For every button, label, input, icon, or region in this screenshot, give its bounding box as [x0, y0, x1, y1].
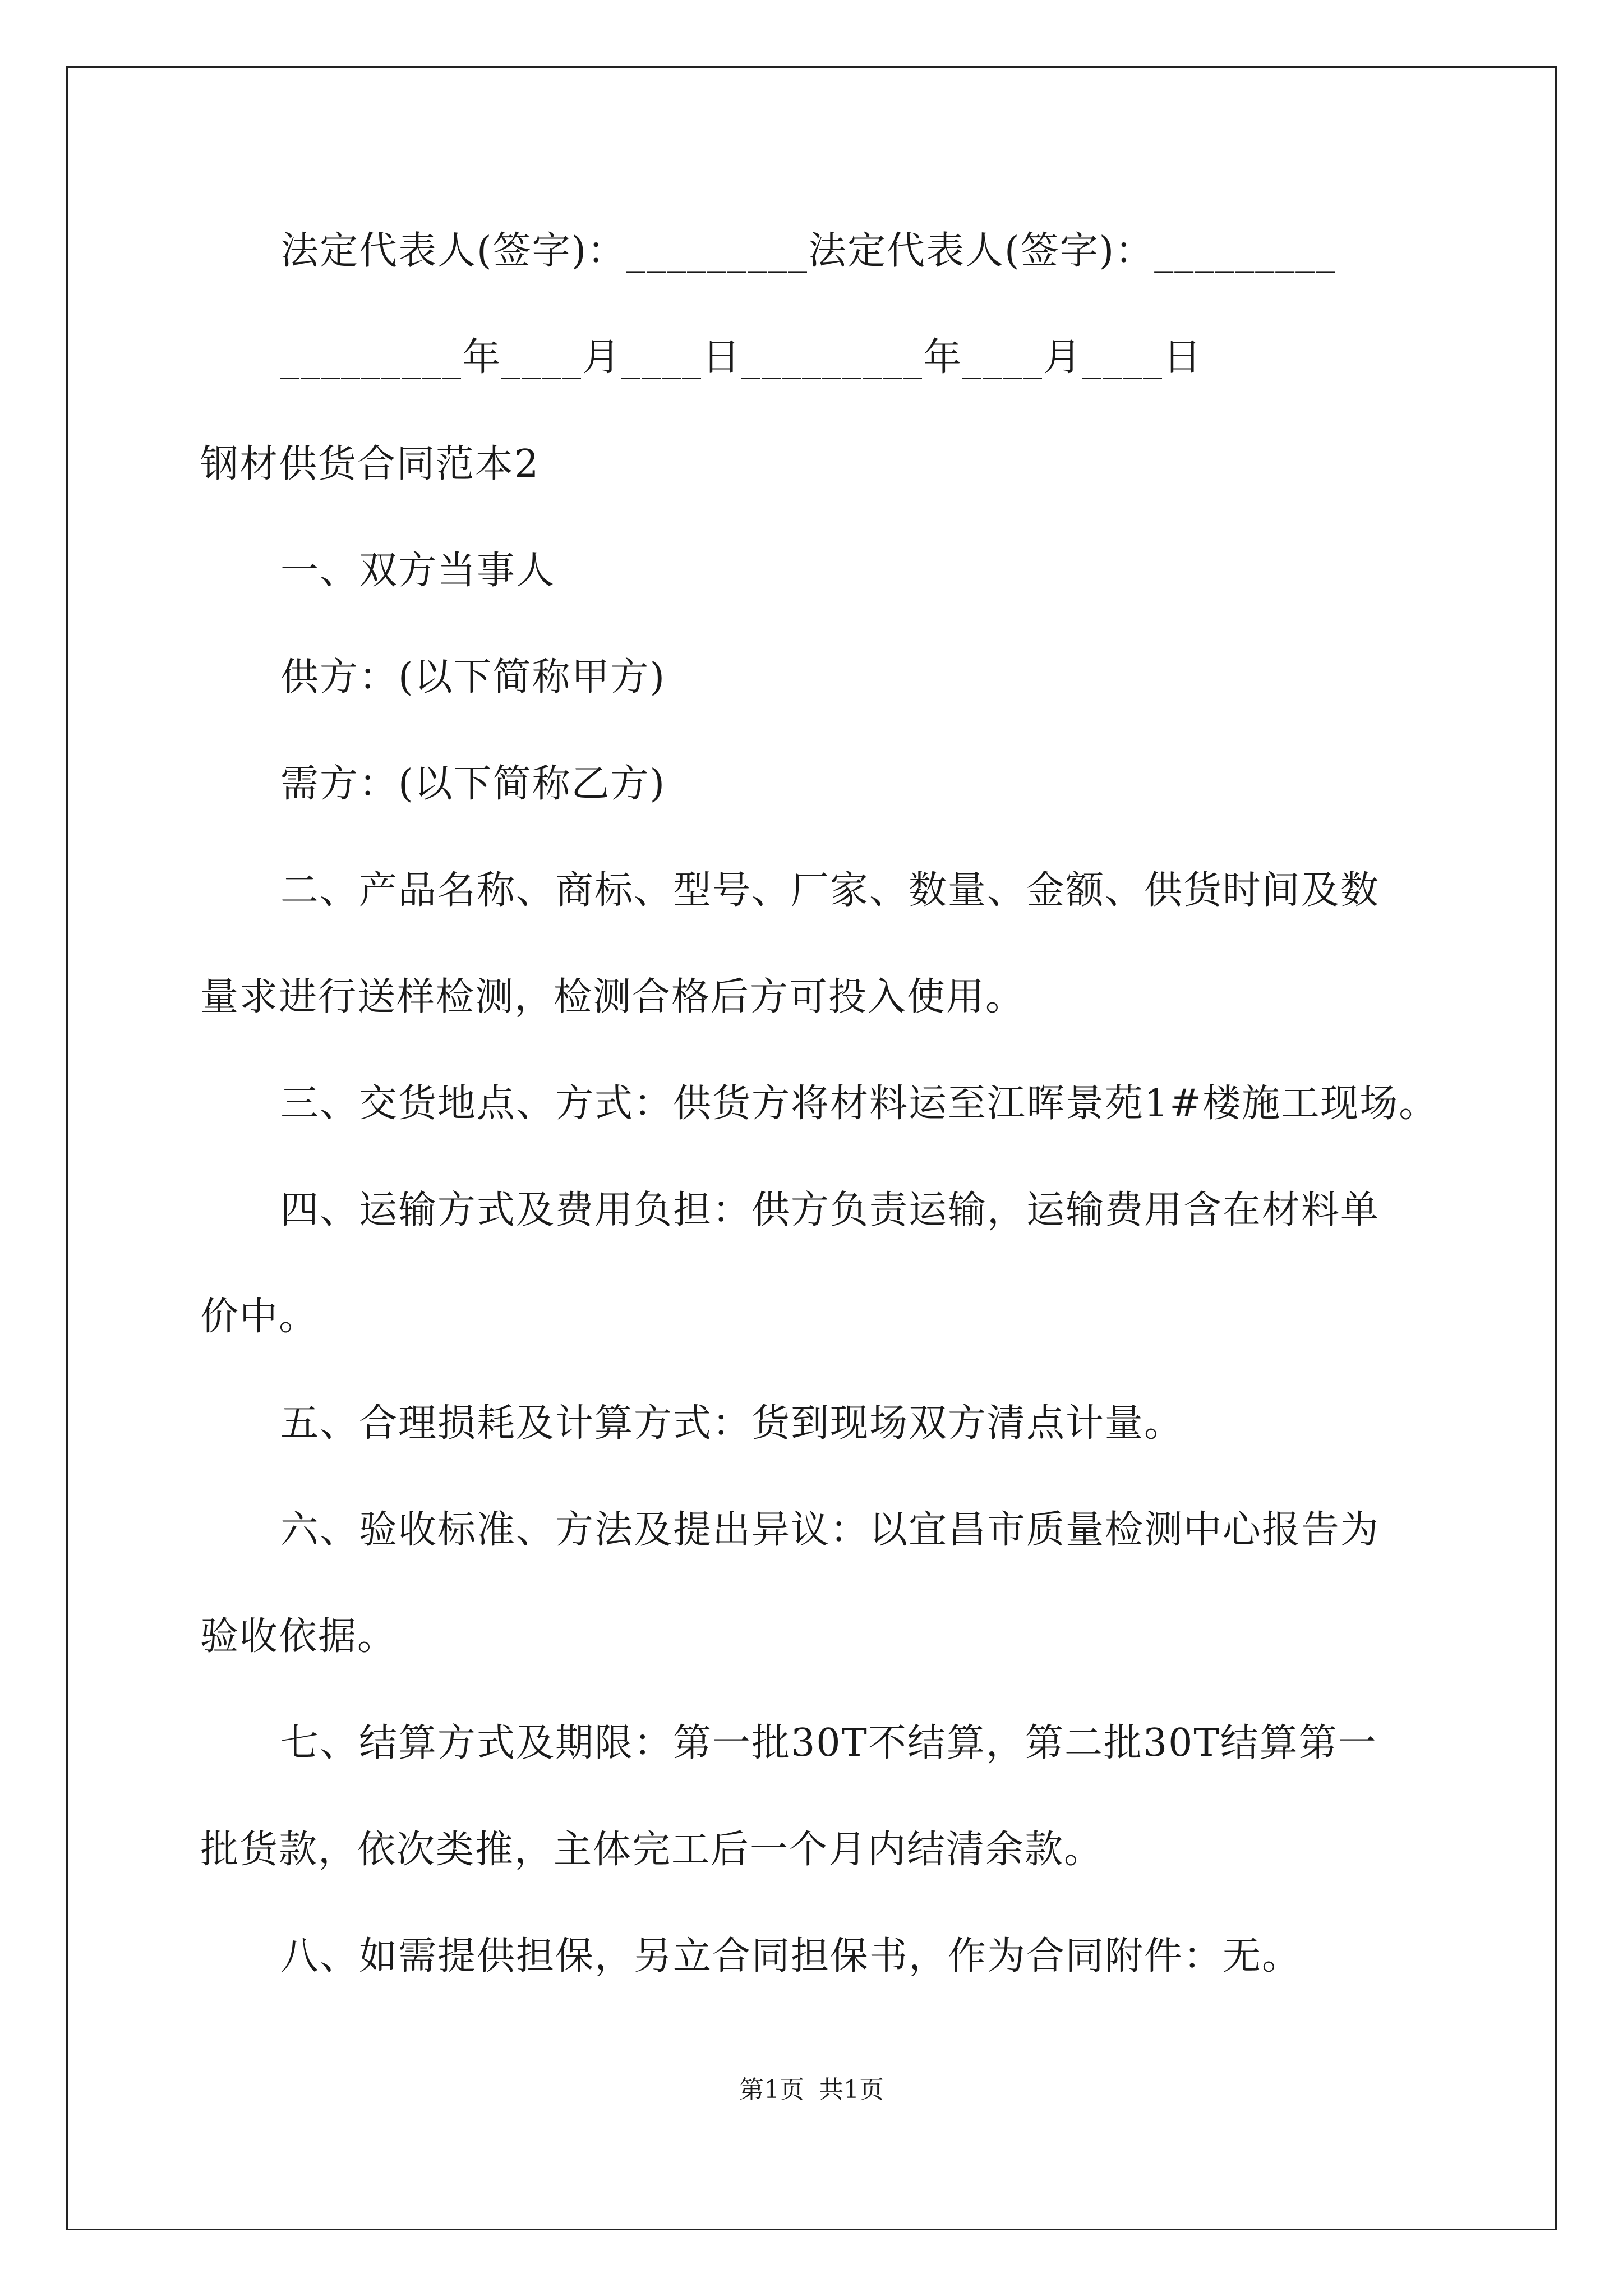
- clause-6-line-1: 六、验收标准、方法及提出异议：以宜昌市质量检测中心报告为: [280, 1508, 1380, 1552]
- clause-2-line-1: 二、产品名称、商标、型号、厂家、数量、金额、供货时间及数: [280, 868, 1380, 913]
- clause-6-line-2: 验收依据。: [200, 1614, 397, 1659]
- clause-5: 五、合理损耗及计算方式：货到现场双方清点计量。: [280, 1401, 1184, 1446]
- date-line: _________年____月____日_________年____月____日: [280, 335, 1203, 380]
- clause-8: 八、如需提供担保，另立合同担保书，作为合同附件：无。: [280, 1934, 1302, 1978]
- supplier-line: 供方：(以下简称甲方): [280, 655, 666, 700]
- clause-7-line-1: 七、结算方式及期限：第一批30T不结算，第二批30T结算第一: [280, 1721, 1377, 1765]
- clause-4-line-2: 价中。: [200, 1295, 319, 1339]
- document-title: 钢材供货合同范本2: [200, 442, 540, 486]
- section-heading-parties: 一、双方当事人: [280, 549, 556, 593]
- page-total: 共1页: [819, 2076, 884, 2104]
- page-border: [66, 66, 1557, 2230]
- page-footer: [0, 2074, 1623, 2106]
- buyer-line: 需方：(以下简称乙方): [280, 762, 666, 806]
- page-number: 第1页: [739, 2076, 804, 2104]
- clause-4-line-1: 四、运输方式及费用负担：供方负责运输，运输费用含在材料单: [280, 1188, 1380, 1232]
- signature-line: 法定代表人(签字)：_________法定代表人(签字)：_________: [280, 229, 1336, 273]
- clause-7-line-2: 批货款，依次类推，主体完工后一个月内结清余款。: [200, 1828, 1104, 1872]
- clause-3: 三、交货地点、方式：供货方将材料运至江晖景苑1#楼施工现场。: [280, 1082, 1438, 1126]
- clause-2-line-2: 量求进行送样检测，检测合格后方可投入使用。: [200, 975, 1025, 1019]
